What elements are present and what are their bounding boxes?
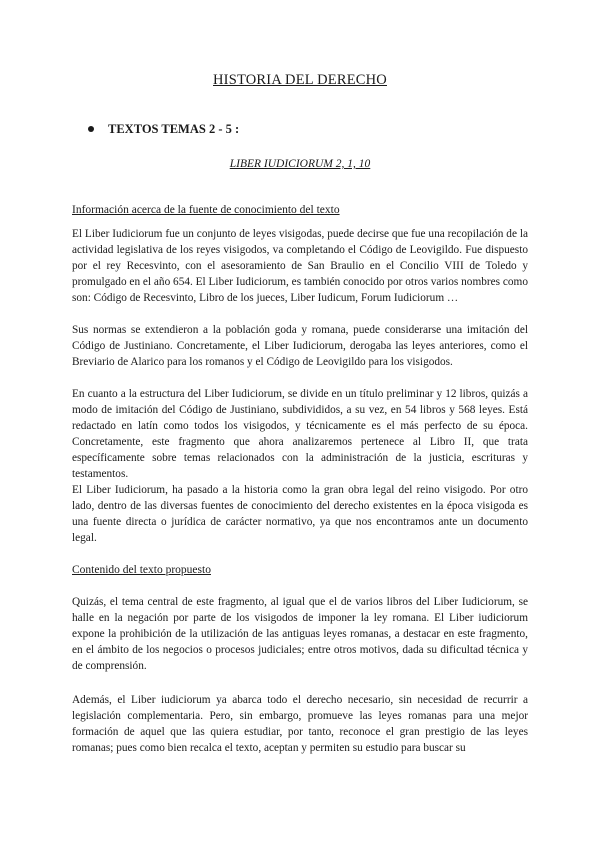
paragraph: El Liber Iudiciorum fue un conjunto de leyes visigodas, puede decirse que fue una recopilación de la actividad legislativa de los reyes visigodos, va completando el Código de Leovigildo. Fue dispuesto por el rey Recesvinto, con el asesoramiento de San Braulio en el Concilio VIII de Toledo y promulgado en el año 654. El Liber Iudiciorum, es también conocido por otros varios nombres como son: Código de Recesvinto, Libro de los jueces, Liber Iudicum, Forum Iudiciorum … (72, 228, 528, 304)
bullet-heading-text: TEXTOS TEMAS 2 - 5 : (108, 122, 240, 136)
bullet-heading (88, 122, 239, 137)
section-heading-fuente: Información acerca de la fuente de conocimiento del texto (72, 204, 340, 216)
paragraph: El Liber Iudiciorum, ha pasado a la historia como la gran obra legal del reino visigodo. Por otro lado, dentro de las diversas fuentes de conocimiento del derecho existentes en la época visigoda es una fuente directa o jurídica de carácter normativo, ya que nos encontramos ante un documento legal. (72, 484, 528, 544)
paragraph: En cuanto a la estructura del Liber Iudiciorum, se divide en un título preliminar y 12 libros, quizás a modo de imitación del Código de Justiniano, subdivididos, a su vez, en 54 libros y 568 leyes. Está redactado en latín como todos los visigodos, y técnicamente es el más perfecto de su época. Concretamente, este fragmento que ahora analizaremos pertenece al Libro II, que trata específicamente sobre temas relacionados con la administración de la justicia, escrituras y testamentos. (72, 388, 528, 480)
paragraph: Además, el Liber iudiciorum ya abarca todo el derecho necesario, sin necesidad de recurrir a legislación complementaria. Pero, sin embargo, promueve las leyes romanas para una mejor formación de aquel que las quiera estudiar, por tanto, reconoce el gran prestigio de las leyes romanas; pues como bien recalca el texto, aceptan y permiten su estudio para buscar su (72, 694, 528, 754)
bullet-dot-icon (88, 126, 94, 132)
document-subtitle: LIBER IUDICIORUM 2, 1, 10 (229, 158, 371, 170)
paragraph: Quizás, el tema central de este fragmento, al igual que el de varios libros del Liber Iudiciorum, se halle en la negación por parte de los visigodos de imponer la ley romana. El Liber iudiciorum expone la prohibición de la utilización de las antiguas leyes romanas, a destacar en este fragmento, en el ámbito de los negocios o procesos judiciales; entre otros motivos, dada su dificultad técnica y de comprensión. (72, 596, 528, 672)
document-title: HISTORIA DEL DERECHO (213, 72, 387, 88)
paragraph: Sus normas se extendieron a la población goda y romana, puede considerarse una imitación del Código de Justiniano. Concretamente, el Liber Iudiciorum, derogaba las leyes anteriores, como el Breviario de Alarico para los romanos y el Código de Leovigildo para los visigodos. (72, 324, 528, 368)
section-heading-contenido: Contenido del texto propuesto (72, 564, 211, 576)
